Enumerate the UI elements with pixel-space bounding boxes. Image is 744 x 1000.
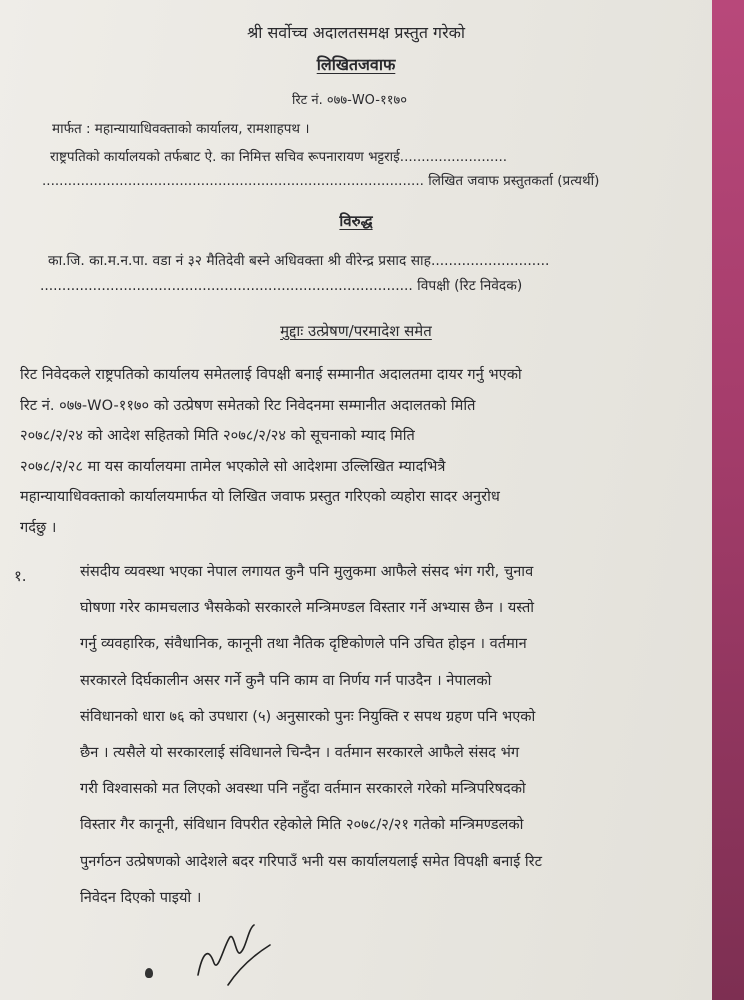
point-number: १. [14, 567, 27, 585]
point-line: गर्नु व्यवहारिक, संवैधानिक, कानूनी तथा नैतिक दृष्टिकोणले पनि उचित होइन । वर्तमान [80, 635, 527, 653]
point-line: घोषणा गरेर कामचलाउ भैसकेको सरकारले मन्त्रिमण्डल विस्तार गर्ने अभ्यास छैन । यस्तो [80, 599, 535, 617]
petitioner-line: का.जि. का.म.न.पा. वडा नं ३२ मैतिदेवी बस्ने अधिवक्ता श्री वीरेन्द्र प्रसाद साह........................... [48, 253, 550, 269]
versus-label: विरुद्ध [339, 212, 373, 230]
intro-line: रिट निवेदकले राष्ट्रपतिको कार्यालय समेतलाई विपक्षी बनाई सम्मानीत अदालतमा दायर गर्नु भएको [20, 366, 522, 383]
point-line: छैन । त्यसैले यो सरकारलाई संविधानले चिन्दैन । वर्तमान सरकारले आफैले संसद भंग [80, 744, 520, 762]
respondent-line: राष्ट्रपतिको कार्यालयको तर्फबाट ऐ. का निमित्त सचिव रूपनारायण भट्टराई......................... [50, 149, 508, 165]
intro-line: महान्यायाधिवक्ताको कार्यालयमार्फत यो लिखित जवाफ प्रस्तुत गरिएको व्यहोरा सादर अनुरोध [20, 488, 500, 505]
intro-line: २०७८/२/२८ मा यस कार्यालयमा तामेल भएकोले सो आदेशमा उल्लिखित म्यादभित्रै [20, 457, 446, 475]
intro-line: २०७८/२/२४ को आदेश सहितको मिति २०७८/२/२४ को सूचनाको म्याद मिति [20, 427, 415, 444]
respondent-role: ......................................................................................... लिखित जवाफ प्रस्तुतकर्ता (प्रत्यर्थी) [42, 173, 600, 189]
intro-line: रिट नं. ०७७-WO-११७० को उत्प्रेषण समेतको रिट निवेदनमा सम्मानीत अदालतको मिति [20, 396, 476, 414]
point-1-paragraph [80, 554, 700, 916]
via-line: मार्फत : महान्यायाधिवक्ताको कार्यालय, रामशाहपथ । [52, 121, 310, 137]
intro-paragraph [20, 360, 698, 543]
point-line: संसदीय व्यवस्था भएका नेपाल लगायत कुनै पनि मुलुकमा आफैले संसद भंग गरी, चुनाव [80, 563, 534, 580]
petitioner-role: ..................................................................................... विपक्षी (रिट निवेदक) [40, 278, 523, 294]
point-line: निवेदन दिएको पाइयो । [80, 888, 202, 906]
signature-mark [188, 915, 278, 990]
point-line: सरकारले दिर्घकालीन असर गर्ने कुनै पनि काम वा निर्णय गर्न पाउदैन । नेपालको [80, 671, 492, 689]
document-heading: श्री सर्वोच्च अदालतसमक्ष प्रस्तुत गरेको [246, 23, 466, 42]
subject-line: मुद्दाः उत्प्रेषण/परमादेश समेत [280, 322, 432, 340]
point-line: संविधानको धारा ७६ को उपधारा (५) अनुसारको पुनः नियुक्ति र सपथ ग्रहण पनि भएको [80, 707, 536, 725]
document-title: लिखितजवाफ [316, 55, 396, 74]
intro-line: गर्दछु । [20, 518, 57, 536]
point-line: विस्तार गैर कानूनी, संविधान विपरीत रहेकोले मिति २०७८/२/२१ गतेको मन्त्रिमण्डलको [80, 816, 524, 834]
writ-number: रिट नं. ०७७-WO-११७० [292, 93, 407, 108]
point-line: पुनर्गठन उत्प्रेषणको आदेशले बदर गरिपाउँ भनी यस कार्यालयलाई समेत विपक्षी बनाई रिट [80, 852, 543, 870]
background-edge [712, 0, 744, 1000]
ink-dot [145, 968, 153, 978]
point-line: गरी विश्वासको मत लिएको अवस्था पनि नहुँदा वर्तमान सरकारले गरेको मन्त्रिपरिषदको [80, 780, 526, 798]
